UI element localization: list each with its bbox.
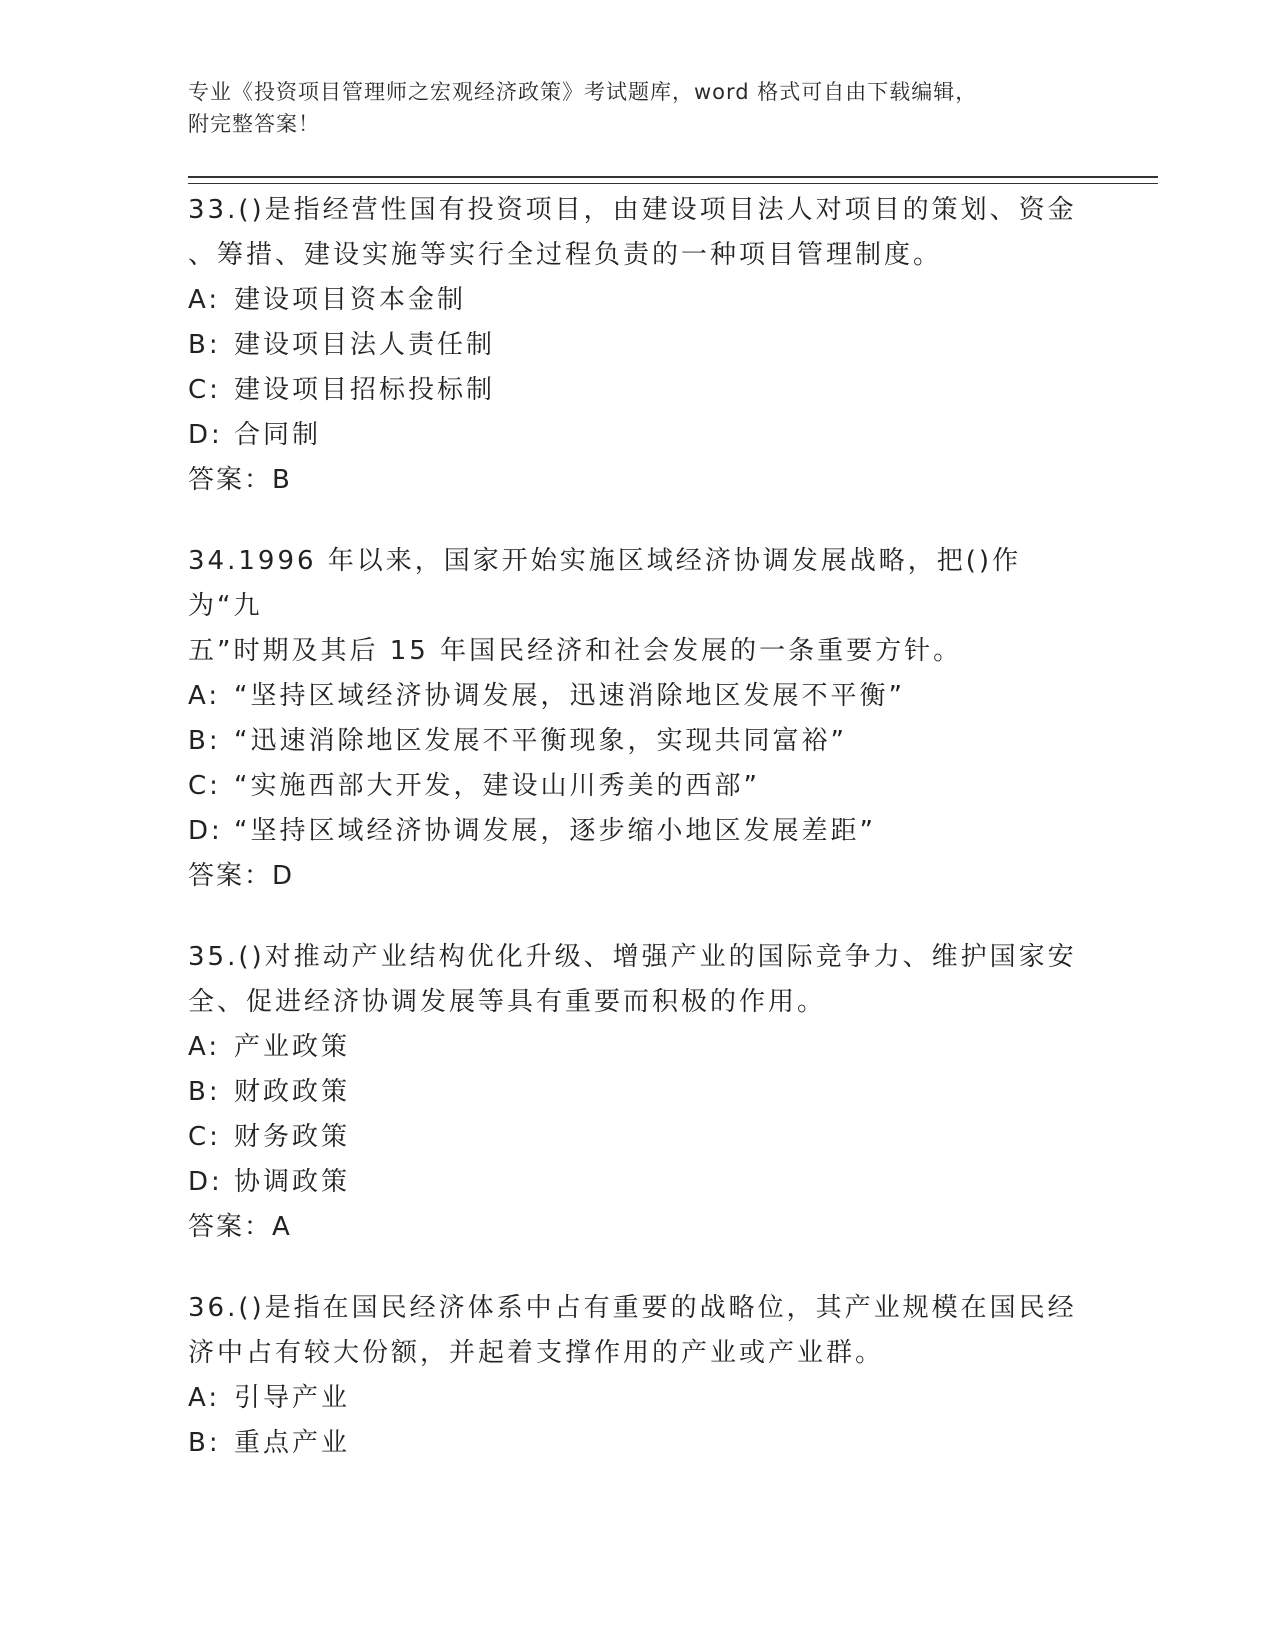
option-key: B: [188,1077,221,1107]
answer-value: B [272,465,292,495]
question-number: 36. [188,1293,239,1323]
option-key: A: [188,285,221,315]
option-text: 产业政策 [234,1032,351,1062]
option-key: D: [188,816,223,846]
question-33 [188,188,1088,503]
question-line-1: ()对推动产业结构优化升级、增强产业的国际竞争力、维护国家安 [238,942,1077,972]
header-divider-thick [188,176,1158,178]
answer-line [188,1205,1088,1250]
option-key: A: [188,1383,221,1413]
document-header [188,76,1088,140]
option-text: “坚持区域经济协调发展，迅速消除地区发展不平衡” [234,681,905,711]
option-b [188,1070,1088,1115]
question-text-continued: 济中占有较大份额，并起着支撑作用的产业或产业群。 [188,1338,885,1368]
option-a [188,278,1088,323]
option-key: C: [188,771,221,801]
answer-label: 答案： [188,861,273,891]
option-a [188,1376,1088,1421]
header-divider-thin [188,183,1158,184]
header-line-1: 专业《投资项目管理师之宏观经济政策》考试题库，word 格式可自由下载编辑， [188,80,978,104]
option-b [188,719,1088,764]
option-text: 合同制 [234,420,322,450]
answer-line [188,854,1088,899]
option-key: A: [188,1032,221,1062]
question-34 [188,539,1088,899]
question-line-1: ()是指在国民经济体系中占有重要的战略位，其产业规模在国民经 [238,1293,1077,1323]
question-line-1: ()是指经营性国有投资项目，由建设项目法人对项目的策划、资金 [238,195,1077,225]
option-text: 建设项目招标投标制 [234,375,496,405]
question-line-1: 1996 年以来，国家开始实施区域经济协调发展战略，把()作为“九 [188,546,1022,621]
option-text: 协调政策 [234,1167,351,1197]
option-text: “迅速消除地区发展不平衡现象，实现共同富裕” [234,726,847,756]
option-key: A: [188,681,221,711]
option-d [188,809,1088,854]
question-text [188,539,1088,629]
answer-value: A [272,1212,292,1242]
option-a [188,1025,1088,1070]
question-number: 33. [188,195,239,225]
option-c [188,368,1088,413]
option-key: B: [188,1428,221,1458]
answer-label: 答案： [188,1212,273,1242]
option-key: D: [188,1167,223,1197]
option-key: C: [188,375,221,405]
option-text: 重点产业 [234,1428,351,1458]
option-text: 财政政策 [234,1077,351,1107]
option-d [188,1160,1088,1205]
option-d [188,413,1088,458]
question-text [188,935,1088,980]
question-35 [188,935,1088,1250]
question-text [188,1286,1088,1331]
answer-value: D [272,861,295,891]
option-text: 引导产业 [234,1383,351,1413]
question-text [188,188,1088,233]
question-number: 35. [188,942,239,972]
option-b [188,323,1088,368]
option-key: B: [188,330,221,360]
question-36 [188,1286,1088,1466]
question-text-continued: 全、促进经济协调发展等具有重要而积极的作用。 [188,987,827,1017]
question-text-continued: 五”时期及其后 15 年国民经济和社会发展的一条重要方针。 [188,636,963,666]
question-text-continued: 、筹措、建设实施等实行全过程负责的一种项目管理制度。 [188,240,943,270]
option-key: C: [188,1122,221,1152]
answer-line [188,458,1088,503]
option-key: D: [188,420,223,450]
option-a [188,674,1088,719]
option-b [188,1421,1088,1466]
option-text: “坚持区域经济协调发展，逐步缩小地区发展差距” [234,816,876,846]
option-c [188,764,1088,809]
option-c [188,1115,1088,1160]
question-number: 34. [188,546,239,576]
header-line-2: 附完整答案！ [188,112,320,136]
answer-label: 答案： [188,465,273,495]
option-text: 建设项目资本金制 [234,285,467,315]
option-text: “实施西部大开发，建设山川秀美的西部” [234,771,760,801]
option-text: 建设项目法人责任制 [234,330,496,360]
question-list [188,188,1088,1502]
option-key: B: [188,726,221,756]
option-text: 财务政策 [234,1122,351,1152]
